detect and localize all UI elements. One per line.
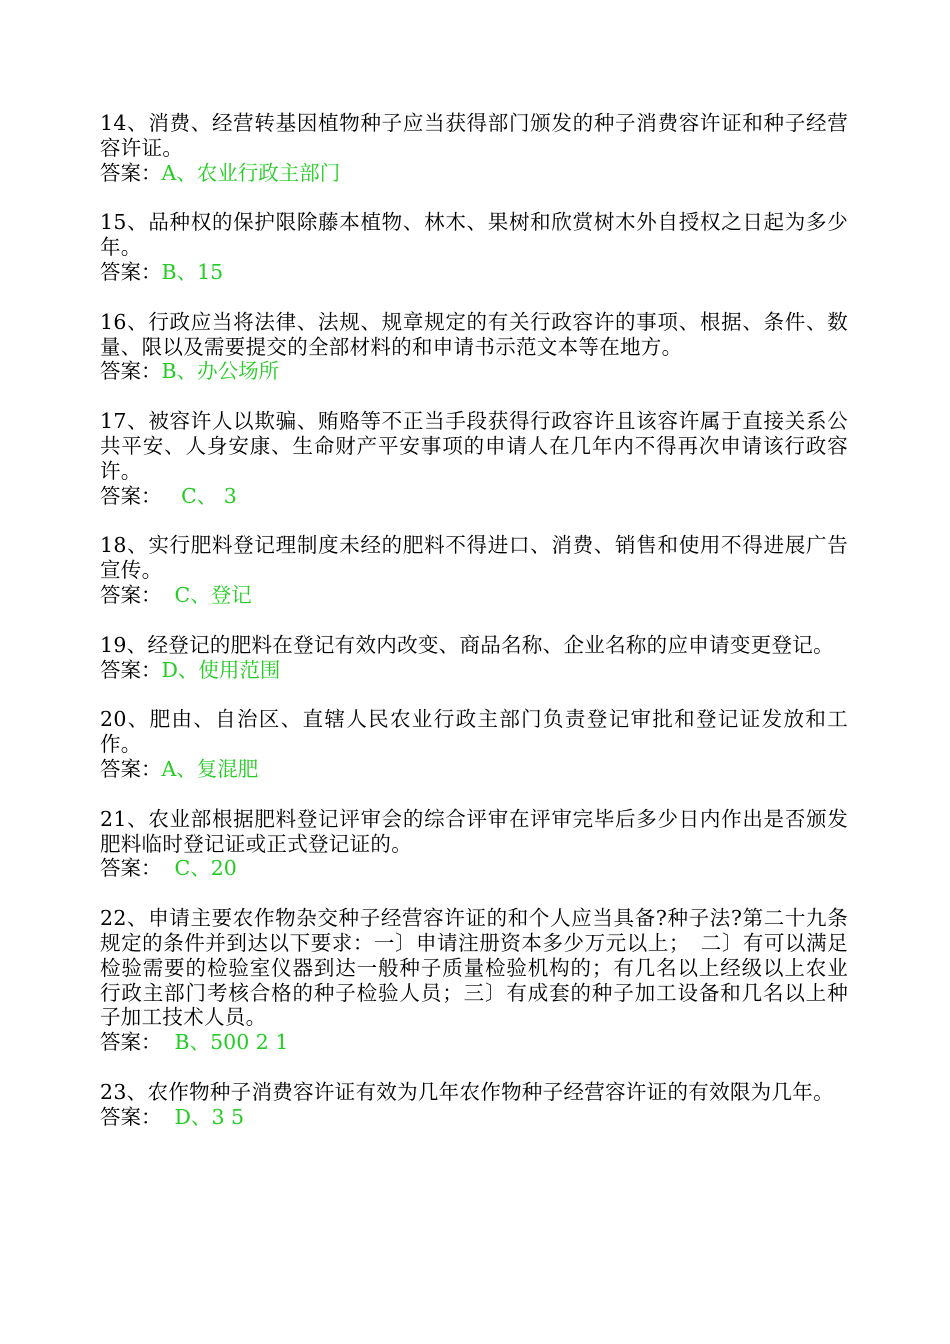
answer-line (100, 658, 848, 683)
question-item-20 (100, 707, 848, 781)
answer-label: 答案： (100, 160, 162, 185)
question-text: 17、被容许人以欺骗、贿赂等不正当手段获得行政容许且该容许属于直接关系公共平安、人身安康、生命财产平安事项的申请人在几年内不得再次申请该行政容许。 (100, 409, 848, 483)
answer-label: 答案： (100, 657, 162, 682)
question-item-18 (100, 533, 848, 607)
answer-line (100, 583, 848, 608)
answer-label: 答案： (100, 856, 162, 881)
question-text: 14、消费、经营转基因植物种子应当获得部门颁发的种子消费容许证和种子经营容许证。 (100, 111, 848, 160)
answer-line (100, 484, 848, 509)
question-text: 18、实行肥料登记理制度未经的肥料不得进口、消费、销售和使用不得进展广告宣传。 (100, 533, 848, 583)
question-item-17 (100, 409, 848, 508)
answer-line (100, 1105, 848, 1130)
question-item-22 (100, 906, 848, 1055)
answer-value: B、15 (161, 259, 224, 284)
answer-value: B、500 2 1 (174, 1030, 289, 1055)
question-text: 20、肥由、自治区、直辖人民农业行政主部门负责登记审批和登记证发放和工作。 (100, 707, 848, 757)
question-text: 22、申请主要农作物杂交种子经营容许证的和个人应当具备?种子法?第二十九条规定的条件并到达以下要求：一〕申请注册资本多少万元以上； 二〕有可以满足检验需要的检验室仪器到达一般种子质量检验机构的；有几名以上经级以上农业行政主部门考核合格的种子检验人员；三〕有成套的种子加工设备和几名以上种子加工技术人员。 (100, 906, 848, 1030)
answer-label: 答案： (100, 756, 162, 781)
answer-line (100, 1030, 848, 1055)
answer-value: A、复混肥 (161, 756, 259, 781)
question-text: 19、经登记的肥料在登记有效内改变、商品名称、企业名称的应申请变更登记。 (100, 632, 834, 657)
answer-value: C、 3 (181, 483, 237, 508)
answer-label: 答案： (100, 1104, 162, 1129)
question-item-15 (100, 210, 848, 284)
answer-line (100, 757, 848, 782)
answer-value: C、登记 (174, 582, 252, 607)
question-item-21 (100, 807, 848, 881)
answer-label: 答案： (100, 1030, 162, 1055)
answer-label: 答案： (100, 359, 162, 384)
answer-line (100, 856, 848, 881)
answer-line (100, 161, 848, 186)
answer-value: A、农业行政主部门 (161, 160, 341, 185)
answer-value: D、使用范围 (161, 657, 281, 682)
answer-gap (162, 583, 175, 607)
answer-value: C、20 (174, 856, 237, 881)
answer-label: 答案： (100, 483, 162, 508)
question-text: 23、农作物种子消费容许证有效为几年农作物种子经营容许证的有效限为几年。 (100, 1079, 834, 1104)
answer-value: B、办公场所 (161, 359, 280, 384)
document-page (100, 111, 848, 1155)
answer-gap (162, 484, 182, 508)
answer-gap (162, 856, 175, 880)
answer-label: 答案： (100, 582, 162, 607)
question-text: 16、行政应当将法律、法规、规章规定的有关行政容许的事项、根据、条件、数量、限以及需要提交的全部材料的和申请书示范文本等在地方。 (100, 309, 848, 359)
question-text: 15、品种权的保护限除藤本植物、林木、果树和欣赏树木外自授权之日起为多少年。 (100, 210, 848, 260)
question-text: 21、农业部根据肥料登记评审会的综合评审在评审完毕后多少日内作出是否颁发肥料临时登记证或正式登记证的。 (100, 806, 848, 856)
question-item-19 (100, 633, 848, 683)
answer-line (100, 359, 848, 384)
question-item-16 (100, 310, 848, 384)
answer-gap (162, 1030, 175, 1054)
answer-value: D、3 5 (174, 1104, 245, 1129)
question-item-14 (100, 111, 848, 185)
question-item-23 (100, 1080, 848, 1130)
answer-line (100, 260, 848, 285)
answer-gap (162, 1105, 175, 1129)
answer-label: 答案： (100, 259, 162, 284)
